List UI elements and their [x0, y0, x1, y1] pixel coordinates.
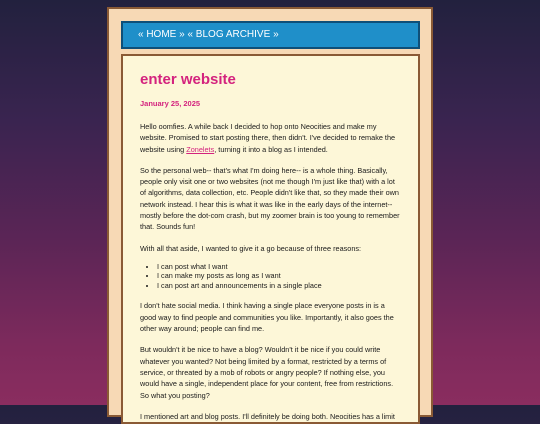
blog-archive-link[interactable]: « BLOG ARCHIVE	[187, 29, 271, 40]
nav-separator: »	[179, 29, 185, 40]
post-paragraph-reasons-intro: With all that aside, I wanted to give it a go because of three reasons:	[140, 243, 362, 253]
top-navigation-bar	[121, 21, 420, 49]
zonelets-link[interactable]: Zonelets	[186, 144, 215, 154]
reasons-list	[140, 262, 401, 291]
list-item: • I can post art and announcements in a single place	[157, 281, 401, 291]
post-date: January 25, 2025	[140, 99, 201, 108]
post-paragraph-intro	[140, 121, 401, 155]
post-paragraph-blog-question: But wouldn't it be nice to have a blog? Wouldn't it be nice if you could write whatever you wanted? Not being limited by a format, restricted by a terms of service, or threated by a mob of robots or angry people? If nothing else, you would have a single, independent place for your content, free from restrictions. So what you posting?	[140, 345, 394, 400]
home-link[interactable]: « HOME	[138, 29, 177, 40]
blog-post-content	[121, 54, 420, 424]
post-paragraph-art: I mentioned art and blog posts. I'll definitely be doing both. Neocities has a limit	[140, 411, 395, 421]
intro-text-before: Hello oomfies. A while back I decided to hop onto Neocities and make my website. Promised to start posting there, then didn't. I've decided to remake the website using	[140, 122, 396, 154]
nav-trailing-separator: »	[273, 29, 279, 40]
post-title: enter website	[140, 71, 236, 88]
page-frame	[107, 7, 433, 421]
post-paragraph-social-media: I don't hate social media. I think having a single place everyone posts in is a good way to find people and communities you like. Importantly, it also goes the other way around; people can find me.	[140, 301, 394, 334]
post-paragraph-personal-web: So the personal web-- that's what I'm doing here-- is a whole thing. Basically, people only visit one or two websites (not me though I'm just like that) with a lot of algorithms, data collection, etc. People didn't like that, so they made their own network instead. I hear this is what it was like in the early days of the internet-- mostly before the dot-com crash, but my zoomer brain is too young to remember that. Sounds fun!	[140, 165, 400, 232]
list-item: • I can post what I want	[157, 262, 401, 272]
intro-text-after: , turning it into a blog as I intended.	[214, 144, 328, 154]
list-item: • I can make my posts as long as I want	[157, 271, 401, 281]
